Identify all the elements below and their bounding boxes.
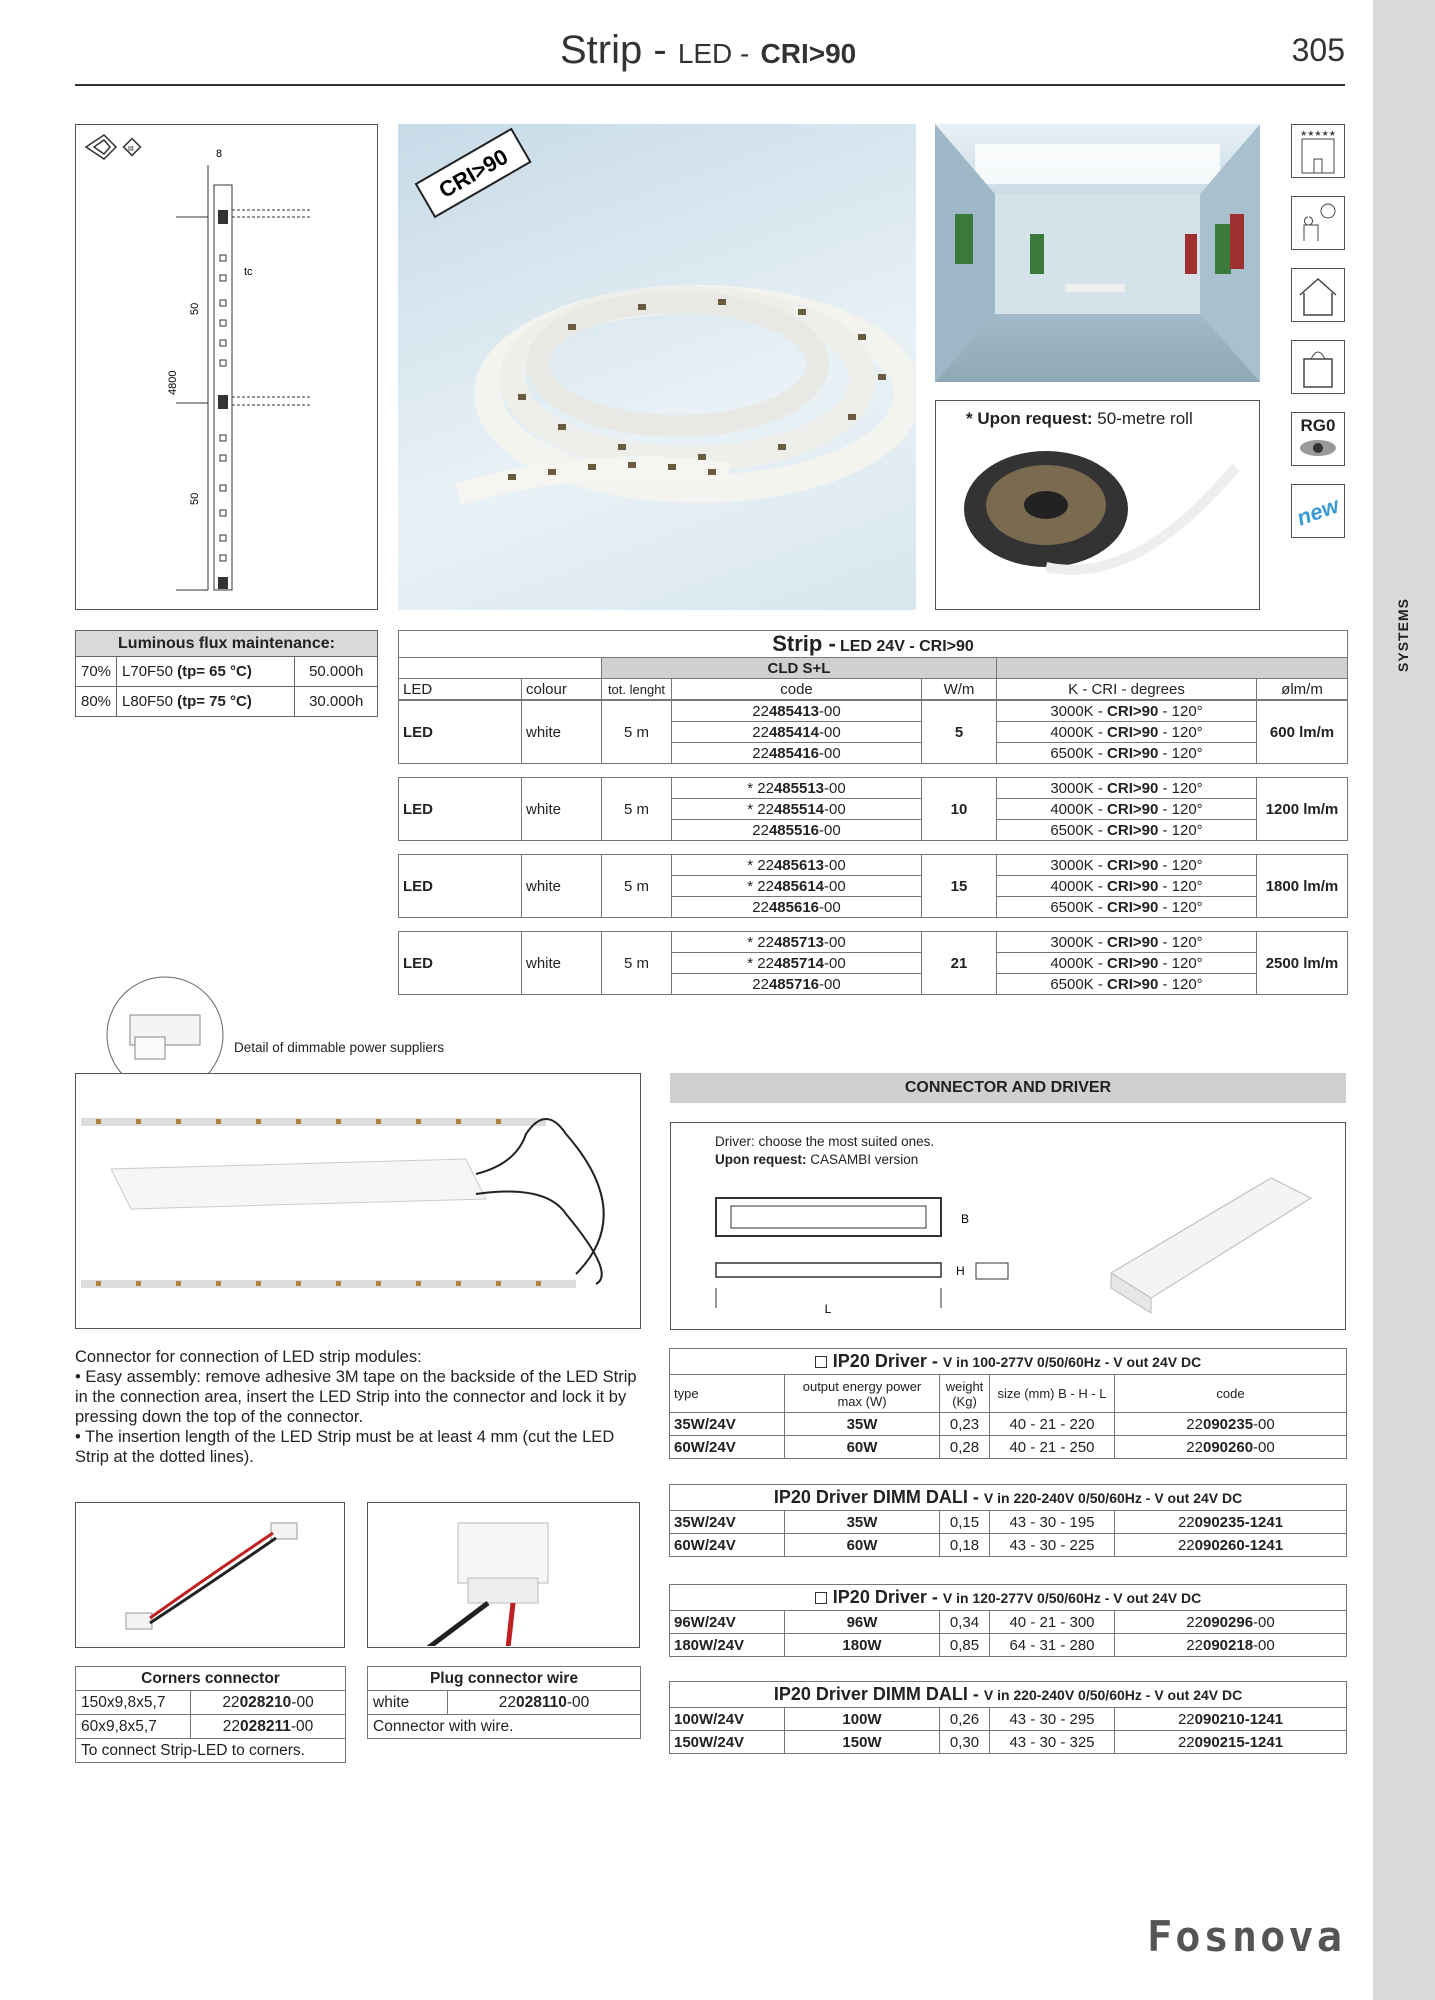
connector-instructions: Connector for connection of LED strip modules: • Easy assembly: remove adhesive 3M tape on the backside of the LED Strip in the connection area, insert the LED Strip into the connector and lock it by pressing down the top of the connector. • The insertion length of the LED Strip must be at least 4 mm (cut the LED Strip at the dotted lines). [75,1348,637,1466]
table-row: 22485414-00 4000K - CRI>90 - 120° [399,722,1348,743]
page-title: Strip - LED - CRI>90 [560,28,857,72]
strip-product-photo [398,124,916,610]
table-row: 150x9,8x5,7 22028210-00 [76,1691,346,1715]
cri-badge [416,129,530,217]
home-icon [1291,268,1345,322]
driver-table [669,1584,1347,1657]
plug-connector-photo [367,1502,640,1648]
rg0-eye-icon: RG0 [1291,412,1345,466]
dim-l-label: L [824,1302,832,1316]
corners-connector-photo [75,1502,345,1648]
brand-logo: Fosnova [1146,1912,1345,1961]
strip-table-header: Strip - LED 24V - CRI>90 CLD S+L LED colour tot. lenght code W/m K - CRI - degrees ølm/m [398,630,1348,700]
strip-group-table [398,854,1348,918]
driver-drawing-box [670,1122,1346,1330]
table-row: LED white 5 m * 22485713-00 21 3000K - CRI>90 - 120° 2500 lm/m [399,932,1348,953]
table-row: LED white 5 m * 22485613-00 15 3000K - CRI>90 - 120° 1800 lm/m [399,855,1348,876]
office-icon [1291,196,1345,250]
table-row: LED white 5 m 22485413-00 5 3000K - CRI>90 - 120° 600 lm/m [399,701,1348,722]
table-row: 60W/24V 60W 0,18 43 - 30 - 225 22090260-1241 [670,1534,1347,1557]
luminous-flux-header: Luminous flux maintenance: [76,631,378,657]
corners-note: To connect Strip-LED to corners. [76,1739,346,1763]
dim-50a-label: 50 [189,302,201,315]
table-row: 70% L70F50 (tp= 65 °C) 50.000h [76,657,378,687]
reel-label: * Upon request: 50-metre roll [966,409,1193,428]
table-row: 22485516-00 6500K - CRI>90 - 120° [399,820,1348,841]
table-row: 150W/24V 150W 0,30 43 - 30 - 325 22090215-1241 [670,1731,1347,1754]
shop-interior-photo [935,124,1260,382]
ip20-icon [815,1592,827,1604]
side-tab-label: SYSTEMS [1395,598,1411,672]
new-badge-icon: new [1291,484,1345,538]
reel-option-box [935,400,1260,610]
cld-header: CLD S+L [602,658,997,679]
shopping-bag-icon [1291,340,1345,394]
strip-table-title: Strip - LED 24V - CRI>90 [399,631,1348,658]
strip-group-table [398,700,1348,764]
plug-title: Plug connector wire [368,1667,641,1691]
table-row: 100W/24V 100W 0,26 43 - 30 - 295 22090210-1241 [670,1708,1347,1731]
dimension-drawing-svg [76,125,376,608]
dim-h-label: H [956,1264,965,1278]
table-row: LED white 5 m * 22485513-00 10 3000K - CRI>90 - 120° 1200 lm/m [399,778,1348,799]
corners-connector-table [75,1666,346,1763]
luminous-flux-table [75,630,378,717]
hotel-icon [1291,124,1345,178]
table-row: 180W/24V 180W 0,85 64 - 31 - 280 22090218-00 [670,1634,1347,1657]
table-row: 80% L80F50 (tp= 75 °C) 30.000h [76,687,378,717]
plug-connector-table [367,1666,641,1739]
connector-driver-header: CONNECTOR AND DRIVER [670,1073,1346,1103]
dim-8-label: 8 [216,148,223,160]
table-row: 96W/24V 96W 0,34 40 - 21 - 300 22090296-00 [670,1611,1347,1634]
dimmable-caption: Detail of dimmable power suppliers [234,1040,445,1055]
table-row: white 22028110-00 [368,1691,641,1715]
driver-title: IP20 Driver DIMM DALI - V in 220-240V 0/50/60Hz - V out 24V DC [670,1682,1347,1708]
ip20-icon [815,1356,827,1368]
table-row: * 22485714-00 4000K - CRI>90 - 120° [399,953,1348,974]
page-number: 305 [1291,32,1345,68]
corners-title: Corners connector [76,1667,346,1691]
table-row: 35W/24V 35W 0,15 43 - 30 - 195 22090235-1241 [670,1511,1347,1534]
strip-group-table [398,931,1348,995]
table-row: 22485716-00 6500K - CRI>90 - 120° [399,974,1348,995]
dim-b-label: B [961,1212,970,1226]
table-row: * 22485514-00 4000K - CRI>90 - 120° [399,799,1348,820]
strip-roll-illustration [398,124,916,610]
driver-table [669,1681,1347,1754]
table-row: 60x9,8x5,7 22028211-00 [76,1715,346,1739]
dimmable-supplier-photo [75,1073,641,1329]
dim-4800-label: 4800 [167,370,179,395]
reel-illustration [936,437,1256,607]
svg-text:CRI>90: CRI>90 [434,143,513,204]
plug-note: Connector with wire. [368,1715,641,1739]
strip-group-table [398,777,1348,841]
driver-title: IP20 Driver DIMM DALI - V in 220-240V 0/50/60Hz - V out 24V DC [670,1485,1347,1511]
tc-label: tc [244,266,253,278]
driver-table: IP20 Driver - V in 100-277V 0/50/60Hz - V out 24V DC type output energy power max (W) weight (Kg) size (mm) B - H - L code 35W/24V 35W 0,23 40 - 21 - 220 22090235-00 60W/24V 60W 0,28 40 - 21 - 250 22090260-00 [669,1348,1347,1459]
dim-50b-label: 50 [189,492,201,505]
header-rule [75,84,1345,86]
table-row: * 22485614-00 4000K - CRI>90 - 120° [399,876,1348,897]
side-tab [1373,0,1435,2000]
table-row: 60W/24V 60W 0,28 40 - 21 - 250 22090260-00 [670,1436,1347,1459]
svg-text:★★★★★: ★★★★★ [1300,129,1336,138]
table-row: 22485416-00 6500K - CRI>90 - 120° [399,743,1348,764]
driver-title: IP20 Driver - V in 100-277V 0/50/60Hz - V out 24V DC [670,1349,1347,1375]
table-row: 35W/24V 35W 0,23 40 - 21 - 220 22090235-00 [670,1413,1347,1436]
strip-dimension-drawing [75,124,378,610]
table-row: 22485616-00 6500K - CRI>90 - 120° [399,897,1348,918]
class-iii-symbol: III [128,146,134,153]
driver-note: Driver: choose the most suited ones. Upon request: CASAMBI version [715,1134,935,1167]
driver-table [669,1484,1347,1557]
driver-title: IP20 Driver - V in 120-277V 0/50/60Hz - V out 24V DC [670,1585,1347,1611]
